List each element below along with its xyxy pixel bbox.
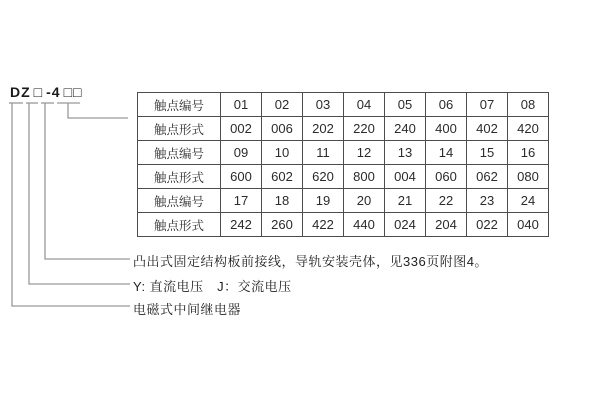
value-cell: 420	[508, 117, 549, 141]
value-cell: 05	[385, 93, 426, 117]
value-cell: 17	[221, 189, 262, 213]
row-label-cell: 触点编号	[138, 141, 221, 165]
value-cell: 800	[344, 165, 385, 189]
table-row	[138, 165, 549, 189]
contact-table	[137, 92, 549, 237]
value-cell: 002	[221, 117, 262, 141]
value-cell: 400	[426, 117, 467, 141]
callout-line-voltage	[29, 103, 130, 284]
model-code-middle: -4	[46, 84, 61, 100]
table-row	[138, 93, 549, 117]
value-cell: 12	[344, 141, 385, 165]
value-cell: 11	[303, 141, 344, 165]
callout-line-relay-type	[12, 103, 130, 306]
value-cell: 240	[385, 117, 426, 141]
value-cell: 02	[262, 93, 303, 117]
value-cell: 23	[467, 189, 508, 213]
value-cell: 10	[262, 141, 303, 165]
value-cell: 004	[385, 165, 426, 189]
value-cell: 204	[426, 213, 467, 237]
value-cell: 06	[426, 93, 467, 117]
value-cell: 062	[467, 165, 508, 189]
value-cell: 022	[467, 213, 508, 237]
value-cell: 24	[508, 189, 549, 213]
value-cell: 024	[385, 213, 426, 237]
value-cell: 220	[344, 117, 385, 141]
value-cell: 14	[426, 141, 467, 165]
model-code-prefix: DZ	[10, 84, 31, 100]
callout-line-structure	[45, 103, 130, 259]
table-row	[138, 141, 549, 165]
model-code-box2: □□	[63, 84, 83, 100]
model-code-box1: □	[33, 84, 44, 100]
table-row	[138, 189, 549, 213]
value-cell: 620	[303, 165, 344, 189]
model-code	[10, 84, 86, 100]
row-label-cell: 触点编号	[138, 93, 221, 117]
value-cell: 15	[467, 141, 508, 165]
value-cell: 260	[262, 213, 303, 237]
value-cell: 08	[508, 93, 549, 117]
value-cell: 09	[221, 141, 262, 165]
row-label-cell: 触点形式	[138, 117, 221, 141]
table-row	[138, 213, 549, 237]
value-cell: 19	[303, 189, 344, 213]
value-cell: 080	[508, 165, 549, 189]
value-cell: 13	[385, 141, 426, 165]
table-row	[138, 117, 549, 141]
row-label-cell: 触点形式	[138, 213, 221, 237]
value-cell: 060	[426, 165, 467, 189]
value-cell: 04	[344, 93, 385, 117]
row-label-cell: 触点编号	[138, 189, 221, 213]
value-cell: 202	[303, 117, 344, 141]
value-cell: 16	[508, 141, 549, 165]
value-cell: 18	[262, 189, 303, 213]
value-cell: 440	[344, 213, 385, 237]
note-voltage: Y: 直流电压 J：交流电压	[133, 279, 292, 294]
value-cell: 07	[467, 93, 508, 117]
value-cell: 22	[426, 189, 467, 213]
value-cell: 402	[467, 117, 508, 141]
callout-line-contact-table	[68, 103, 128, 118]
value-cell: 242	[221, 213, 262, 237]
value-cell: 006	[262, 117, 303, 141]
value-cell: 20	[344, 189, 385, 213]
value-cell: 040	[508, 213, 549, 237]
note-structure: 凸出式固定结构板前接线，导轨安装壳体，见336页附图4。	[133, 254, 488, 269]
row-label-cell: 触点形式	[138, 165, 221, 189]
value-cell: 600	[221, 165, 262, 189]
value-cell: 03	[303, 93, 344, 117]
note-relay-type: 电磁式中间继电器	[133, 302, 242, 317]
value-cell: 21	[385, 189, 426, 213]
value-cell: 602	[262, 165, 303, 189]
value-cell: 01	[221, 93, 262, 117]
value-cell: 422	[303, 213, 344, 237]
